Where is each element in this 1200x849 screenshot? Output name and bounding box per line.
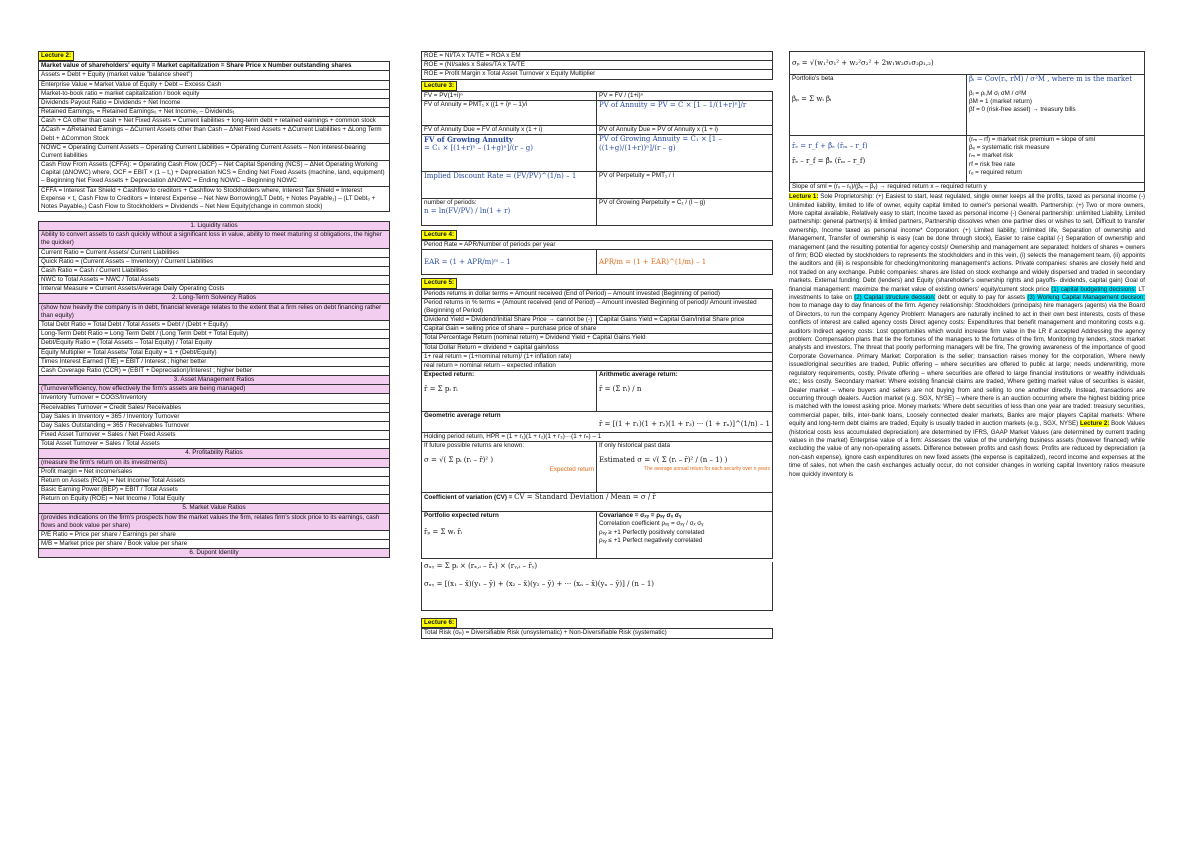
table-row: ΔCash = ΔRetained Earnings – ΔCurrent Assets other than Cash – ΔNet Fixed Assets + ΔCurrent Liabilities + ΔLong Term Debt + ΔCommon Stock [38, 126, 390, 143]
ratio-heading: 5. Market Value Ratios [38, 504, 390, 513]
column-2 [421, 51, 773, 639]
table-row [789, 136, 1145, 183]
table-cell: Capital Gains Yield = Capital Gain/Initial Share price [599, 316, 745, 324]
beta-label: Portfolio's beta [792, 75, 834, 82]
table-cell [597, 371, 772, 411]
table-row [421, 412, 773, 433]
notes-highlight: (3) Working Capital Management decision: [1027, 294, 1145, 302]
table-cell [597, 512, 772, 558]
capm-formula-2: r̄ₑ – r_f = β̂ₑ (r̄ₘ – r_f) [792, 157, 866, 166]
roe-table [421, 51, 773, 80]
table-row: Market value of shareholders' equity = Market capitalization = Share Price x Number outstanding shares [38, 61, 390, 71]
apr-formula: APR/m = (1 + EAR)^(1/m) – 1 [599, 258, 707, 267]
lecture2-header [38, 51, 390, 61]
ratio-row: Cash Ratio = Cash / Current Liabilities [38, 267, 390, 276]
table-cell [422, 442, 597, 492]
table-row: Dividends Payout Ratio = Dividends ÷ Net Income [38, 99, 390, 108]
table-cell: PV of Growing Perpetuity = C₁ / (I – g) [599, 199, 706, 207]
sigma-formula: σ = √( Σ pᵢ (rᵢ – r̄)² ) [424, 456, 494, 465]
arith-label: Arithmetic average return: [599, 371, 678, 379]
ratio-row: Interval Measure = Current Assets/Average Daily Operating Costs [38, 285, 390, 294]
table-cell: FV of Annuity = PMT₁ x ((1 + i)ⁿ – 1)/i [422, 101, 597, 125]
lecture4-header [421, 230, 773, 240]
table-row [421, 101, 773, 126]
arith-formula: r̄ = (Σ rᵢ) / n [599, 385, 642, 394]
capm-line: (rₘ – rf) = market risk premium = slope of sml [969, 136, 1096, 143]
table-row: CFFA = Interest Tax Shield + Cashflow to creditors + Cashflow to Stockholders where, Interest Tax Shield = Interest Expense × t꜀ Cash Flow to Creditors = Interest Expense – Net New Borrowing(LT Debt₁ + Notes Payable₁) – (LT Debt₀ + Notes Payable₀) Cash Flow to Stockholders = Dividends – Net New Equity(change in common stock) [38, 187, 390, 213]
table-row [421, 126, 773, 135]
past-label: If only historical past data [599, 442, 671, 450]
ratio-note: (show how heavily the company is in debt, financial leverage relates to the extent that a firm relies on debt financing rather than equity) [38, 304, 390, 321]
ratio-row: NWC to Total Assets = NWC / Total Assets [38, 276, 390, 285]
ratio-note: Ability to convert assets to cash quickly without a significant loss in value, ability to meet maturing st obligations, the higher the quicker) [38, 231, 390, 248]
ratio-note: (measure the firm's return on its investments) [38, 459, 390, 468]
ear-formula: EAR = (1 + APR/m)ᵐ – 1 [422, 250, 597, 274]
table-row: Total Dollar Return = dividend + capital gain/loss [421, 344, 773, 353]
lecture2-label-notes: Lecture 2: [1079, 420, 1110, 428]
future-label: If future possible returns are known: [424, 442, 525, 450]
cov-line: ρₓᵧ ≤ +1 Perfect negatively correlated [599, 536, 703, 544]
column-1 [38, 51, 390, 558]
ratio-note: (Turnover/efficiency, how effectively the firm's assets are being managed) [38, 385, 390, 394]
ratio-row: Basic Earning Power (BEP) = EBIT / Total Assets [38, 486, 390, 495]
capm-formula-1: r̄ₑ = r_f + β̂ₑ (r̄ₘ – r_f) [792, 142, 868, 150]
expected-return-formula: r̄ = Σ pᵢ rᵢ [424, 385, 458, 394]
estimated-formula: Estimated σ = √( Σ (rᵢ – r̄)² / (n – 1) ) [599, 456, 728, 465]
ratio-row: Equity Multiplier = Total Assets/ Total Equity = 1 + (Debt/Equity) [38, 349, 390, 358]
notes-paragraph: Sole Proprietorship: (+) Easiest to start, least regulated, single owner keeps all the profits, taxed as personal income (-) Unlimited liability, limited to life of owner, equity capital limited to owner's personal wealth. Partnership: (+) Two or more owners, More capital available, Relatively easy to start, Income taxed as personal income (-) General partnership: unlimited Liability, Limited partnership: general partner(s) & limited partners, Partnership dissolves when one partner dies or wishes to sell, Difficult to transfer ownership, Income taxed as personal income* Corporation: (+) Limited liability, Unlimited life, Separation of ownership and Management, Transfer of ownership is easy (can be done through stock), Easier to raise capital (-) Separation of ownership and management (and the resulting potential for agency costs)/ Ownership and management are separated: holders of shares = owners of firm; BOD elected by stockholders to represents the stockholders and in this vein, (i) selects the management team, (ii) appoints the auditors and (iii) is responsible for checking/monitoring management's actions. Private companies: shares are closely held and not traded on any exchange. Public companies: shares are listed on stock exchange and widely dispersed and traded in secondary markets. External funding: Debt (lenders) and Equity (shareholder's ownership rights and payoffs- dividends, capital gain) Goal of financial management: [789, 193, 1146, 293]
table-row [421, 371, 773, 412]
lecture1-label: Lecture 1: [789, 193, 819, 201]
beta-line: βM = 1 (market return) [969, 98, 1032, 106]
table-cell: PV of Annuity Due = PV of Annuity x (1 + i) [599, 125, 719, 133]
lecture6-header [421, 618, 773, 628]
notes-text: debt or equity to pay for assets [937, 294, 1026, 302]
table-row: Market-to-book ratio = market capitalization / book equity [38, 90, 390, 99]
lecture2-table [38, 61, 390, 212]
ratio-row: Current Ratio = Current Assets/ Current Liabilities [38, 249, 390, 258]
ratio-row: Return on Assets (ROA) = Net Income/ Total Assets [38, 477, 390, 486]
nper-formula: n = ln(FV/PV) / ln(1 + r) [424, 207, 511, 216]
table-row [421, 199, 773, 226]
expected-return-label: Expected return: [424, 371, 475, 379]
table-row: 1+ real return = (1+nominal return)/ (1+ inflation rate) [421, 353, 773, 362]
cv-label: Coefficient of variation (CV) = [424, 494, 513, 502]
cov-line: Correlation coefficient ρₓᵧ = σₓᵧ / σₓ σᵧ [599, 520, 704, 528]
ratio-row: Total Asset Turnover = Sales / Total Assets [38, 440, 390, 449]
table-row [421, 512, 773, 559]
ratio-row: P/E Ratio = Price per share / Earnings per share [38, 531, 390, 540]
ratio-row: Day Sales Outstanding = 365 / Receivables Turnover [38, 422, 390, 431]
table-row [421, 135, 773, 172]
table-row: Cash Flow From Assets (CFFA): = Operating Cash Flow (OCF) – Net Capital Spending (NCS) – ΔNet Operating Working Capital (ΔNOWC) where, OCF = EBIT × (1 – t꜀) + Depreciation NCS = Ending Net Fixed Assets (machine, land, equipment) – Beginning Net Fixed Assets + Depreciation ΔNOWC = Ending NOWC – Beginning NOWC [38, 161, 390, 187]
ratio-row: Day Sales in Inventory = 365 / Inventory Turnover [38, 413, 390, 422]
expected-return-caption: Expected return [549, 465, 594, 473]
lecture4-table [421, 240, 773, 275]
table-cell [422, 199, 597, 225]
notes-text: LT investments to take on [789, 285, 1145, 302]
lecture5-header [421, 278, 773, 288]
table-row [421, 442, 773, 493]
table-row: Period returns in % terms = (Amount received (end of Period) – Amount invested Beginning of period)/ Amount invested (Beginning of Period) [421, 299, 773, 316]
ratio-row: Receivables Turnover = Credit Sales/ Receivables [38, 404, 390, 413]
ratio-heading: 4. Profitability Ratios [38, 449, 390, 458]
ratio-heading: 1. Liquidity ratios [38, 221, 390, 231]
portfolio-label: Portfolio expected return [424, 512, 499, 520]
table-cell [422, 512, 597, 558]
cov-formula-1: σₓᵧ = Σ pᵢ × (rₓ,ᵢ – r̄ₓ) × (rᵧ,ᵢ – r̄ᵧ) [424, 562, 538, 571]
table-row: Period Rate = APR/Number of periods per year [421, 240, 773, 250]
sml-row: Slope of sml = (rₓ – rᵧ)/(βₓ – βᵧ) → required return x – required return y [789, 183, 1145, 192]
capm-line: rf = risk free rate [969, 160, 1016, 168]
table-row: ROE = Profit Margin x Total Asset Turnover x Equity Multiplier [421, 70, 773, 79]
ratio-row: Return on Equity (ROE) = Net Income / Total Equity [38, 495, 390, 504]
table-row: Periods returns in dollar terms = Amount received (End of Period) – Amount invested (Beginning of period) [421, 289, 773, 299]
table-cell: PV of Perpetuity = PMT₁ / I [599, 172, 675, 180]
ratio-row: Profit margin = Net income/sales [38, 468, 390, 477]
ratio-row: Times Interest Earned (TIE) = EBIT / Interest ; higher better [38, 358, 390, 367]
ratio-row: Quick Ratio = (Current Assets – Inventory) / Current Liabilities [38, 258, 390, 267]
table-row: Holding period return, HPR = (1 + r₁)(1 + r₂)(1 + r₃)···(1 + rₙ) – 1 [421, 433, 773, 442]
fv-growing-label: FV of Growing Annuity [424, 135, 514, 145]
table-row [421, 91, 773, 101]
lecture3-label: Lecture 3: [421, 81, 457, 91]
table-row: Total Risk (σₚ) = Diversifiable Risk (unsystematic) + Non-Diversifiable Risk (systematic) [421, 628, 773, 638]
cov-line: Covariance = σₓᵧ = ρₓᵧ σₓ σᵧ [599, 512, 682, 520]
table-row: Total Percentage Return (nominal return) = Dividend Yield + Capital Gains Yield [421, 334, 773, 343]
table-row [421, 250, 773, 275]
ratio-heading: 6. Dupont Identity [38, 549, 390, 558]
table-cell [967, 75, 1144, 135]
average-caption: The average annual return for each security over n years [644, 465, 770, 472]
capm-line: βₑ = systematic risk measure [969, 144, 1050, 152]
table-cell: PV of Annuity = PV = C × [1 – 1/(1+r)ⁿ]/r [599, 100, 747, 109]
cov-line: ρₓᵧ ≥ +1 Perfectly positively correlated [599, 528, 705, 536]
notes-paragraph: how to manage day to day finances of the firm. Agency relationship: Stockholders (principals) hire managers (agents) via the Board of Directors, to run the company Agency Problem: Managers are naturally inclined to act in their own best interests, costs of these conflicts of interest are called agency costs Direct agency costs: Expenditures that benefit management and monitoring costs e.g. auditors Indirect agency costs: Lost opportunities which would increase firm value in the LR if accepted Addressing the agency problem: Compensation plans that tie the fortunes of the managers to the fortunes of the firm, Monitoring by lenders, stock market analysts and investors, The threat that poorly performing managers will be fire, The growing awareness of the importance of good Corporate Governance. Primary Market: Corporation is the seller; transaction raises money for the corporation, Where newly issued/original securities are traded, Public offering – where securities are offered to public at large; needs underwriting, more regulatory requirements, costly, Private offering – where securities are offered to large financial institutions or wealthy individuals etc.; less costly. Secondary market: Where existing financial claims are traded, Where getting market value of securities is easier, Dealer market – where buyers and sellers are not buying from and selling to one another directly. Instead, transactions are occurring through dealers. Auction market (e.g. SGX, NYSE) – where there is an auction occurring where the highest bidding price is matched with the lowest asking price. Money markets: Where debt securities of less than one year are traded: treasury securities, commercial paper, bills, inter-bank loans, Loosely connected dealer markets, Banks are major players Capital markets: Where equity and long-term debt claims are traded, Equity is usually traded in auction markets (e.g., SGX, NYSE) [789, 302, 1145, 428]
lecture-notes [789, 193, 1145, 479]
ratio-row: Long-Term Debt Ratio = Long Term Debt / (Long Term Debt + Total Equity) [38, 330, 390, 339]
beta-p-formula: βₚ = Σ wᵢ βᵢ [792, 95, 832, 104]
ratio-row: Inventory Turnover = COGS/Inventory [38, 394, 390, 403]
geo-formula: r̄ = [(1 + r₁)(1 + r₂)(1 + r₃) ··· (1 + rₙ)]^(1/n) – 1 [598, 420, 770, 429]
ratio-row: M/B = Market price per share / Book value per share [38, 540, 390, 549]
cov-formula-2: σₓᵧ = [(x₁ – x̄)(y₁ – ȳ) + (x₂ – x̄)(y₂ – ȳ) + ··· (xₙ – x̄)(yₙ – ȳ)] / (n – 1) [424, 580, 655, 589]
table-row [421, 562, 773, 611]
sigma-p-formula: σₚ = √(w₁²σ₁² + w₂²σ₂² + 2w₁w₂σ₁σ₂ρ₁,₂) [789, 51, 1145, 75]
lecture5-label: Lecture 5: [421, 278, 457, 288]
table-cell [790, 136, 967, 182]
fv-growing-formula: = C₁ × [(1+r)ⁿ – (1+g)ⁿ]/(r – g) [424, 144, 534, 153]
table-row: NOWC = Operating Current Assets – Operating Current Liabilities = Operating Current Assets – Non interest-bearing Current liabilities [38, 144, 390, 161]
ratio-heading: 2. Long-Term Solvency Ratios [38, 294, 390, 303]
lecture6-table [421, 628, 773, 638]
table-row: Capital Gain = selling price of share – purchase price of share [421, 325, 773, 334]
notes-highlight: (2) Capital structure decision: [854, 294, 936, 302]
ratio-row: Cash Coverage Ratio (CCR) = (EBIT + Depreciation)/Interest ; higher better [38, 367, 390, 376]
table-row: Assets = Debt + Equity (market value "balance sheet") [38, 71, 390, 80]
table-cell [597, 442, 772, 492]
table-cell [422, 371, 597, 411]
table-cell [790, 75, 967, 135]
table-cell [422, 135, 597, 171]
beta-i-formula: βᵢ = Cov(rᵢ, rM) / σ²M , where m is the market [969, 75, 1133, 83]
table-cell: Dividend Yield = Dividend/Initial Share Price → cannot be (-) [422, 316, 597, 324]
table-row: ROE = NI/TA x TA/TE = ROA x EM [421, 51, 773, 61]
table-cell: FV = PV(1+i)ⁿ [422, 92, 597, 100]
table-row [789, 75, 1145, 136]
table-row: real return ≈ nominal return – expected inflation [421, 362, 773, 371]
table-row: ROE = (NI/sales x Sales/TA x TA/TE [421, 61, 773, 70]
notes-paragraph: Book Values (historical costs less accumulated depreciation) are determined by IFRS, GAAP Market Values (are determined by current trading values in the market) Enterprise value of a firm: Assesses the value of the underlying business assets (however financed) while excluding the value of any non-operating assets. Difference between profits and cash flows: Profits are reduced by depreciation (a non-cash expense), ignore cash expenditures on new fixed assets (the expense is capitalized), record income and expenses at the time of sales, not when the cash exchanges actually occur, do not consider changes in working capital Inventory ratios measure how quickly inventory is [789, 420, 1145, 478]
ratio-note: (provides indications on the firm's prospects how the market values the firm, relates firm's stock price to its earnings, cash flows and book value per share) [38, 514, 390, 531]
lecture6-label: Lecture 6: [421, 618, 457, 628]
ratio-row: Fixed Asset Turnover = Sales / Net Fixed Assets [38, 431, 390, 440]
lecture4-label: Lecture 4: [421, 230, 457, 240]
ratio-row: Debt/Equity Ratio = (Total Assets – Total Equity) / Total Equity [38, 339, 390, 348]
table-row: Enterprise Value = Market Value of Equity + Debt – Excess Cash [38, 81, 390, 90]
table-cell [967, 136, 1144, 182]
capm-line: rₘ = market risk [969, 152, 1013, 160]
table-row [421, 316, 773, 325]
table-cell: PV = FV / (1+i)ⁿ [599, 91, 643, 99]
lecture5-table [421, 289, 773, 612]
lecture2-label: Lecture 2: [38, 51, 74, 61]
capm-line: rₑ = required return [969, 168, 1022, 176]
ratio-row: Total Debt Ratio = Total Debt / Total Assets = Debt / (Debt + Equity) [38, 321, 390, 330]
ratios-table [38, 221, 390, 558]
table-cell: PV of Growing Annuity = C₁ × [1 – ((1+g)/(1+r))ⁿ]/(r – g) [599, 135, 722, 153]
risk-table [789, 51, 1145, 192]
ratio-heading: 3. Asset Management Ratios [38, 376, 390, 385]
table-row: Cash + CA other than cash + Net Fixed Assets = Current liabilities + long-term debt + retained earnings + common stock [38, 117, 390, 126]
table-row [421, 493, 773, 512]
beta-line: βf = 0 (risk-free asset) → treasury bills [969, 106, 1076, 114]
table-cell: FV of Annuity Due = FV of Annuity x (1 + i) [422, 126, 597, 134]
notes-goal: maximize the market value of existing owners' equity/current stock price [852, 285, 1050, 293]
table-row: Retained Earnings₁ = Retained Earnings₀ + Net Income₁ – Dividends₁ [38, 108, 390, 117]
table-row [421, 172, 773, 199]
cv-formula: CV = Standard Deviation / Mean = σ / r̄ [514, 493, 656, 502]
beta-line: βᵢ = ρᵢ,M σᵢ σM / σ²M [969, 90, 1027, 98]
portfolio-formula: r̄ₚ = Σ wᵢ r̄ᵢ [424, 528, 463, 537]
nper-label: number of periods: [424, 199, 477, 207]
table-cell: Implied Discount Rate = (FV/PV)^(1/n) – 1 [422, 172, 597, 198]
notes-highlight: (1) capital budgeting decisions: [1051, 285, 1137, 293]
lecture3-header [421, 81, 773, 91]
column-3 [789, 51, 1145, 479]
lecture3-table [421, 91, 773, 226]
geo-label: Geometric average return [424, 412, 501, 420]
